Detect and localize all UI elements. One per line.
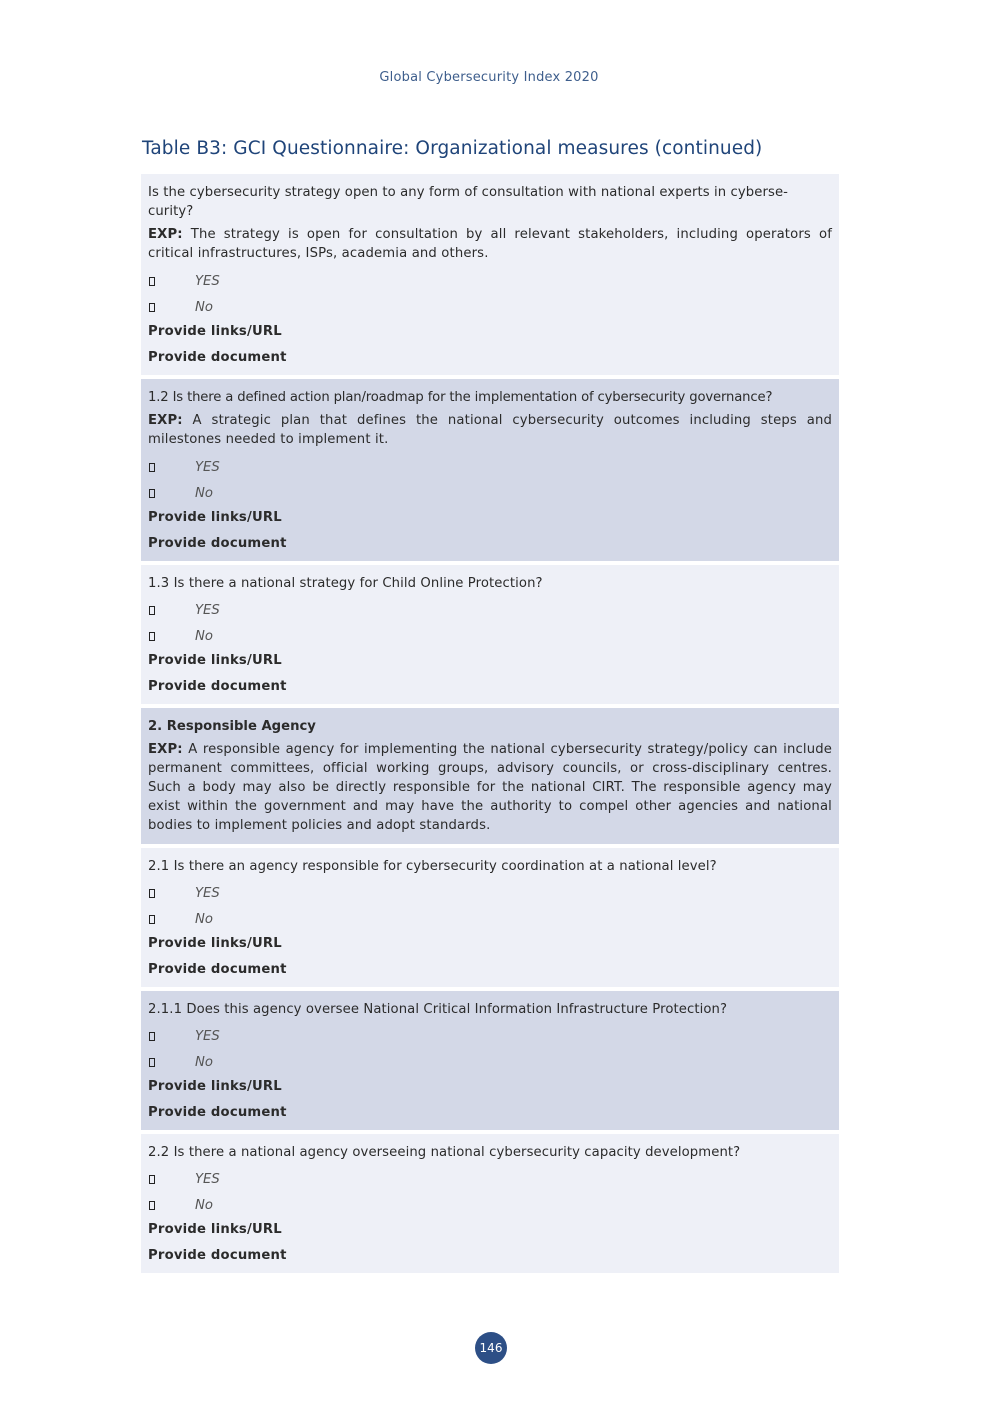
option-no[interactable] [148, 623, 832, 649]
checkbox-icon[interactable] [149, 1175, 155, 1184]
explanation [148, 411, 832, 449]
checkbox-icon[interactable] [149, 632, 155, 641]
section-title: 2. Responsible Agency [148, 719, 316, 734]
option-label: YES [195, 459, 220, 475]
checkbox-icon[interactable] [149, 489, 155, 498]
option-yes[interactable] [148, 1023, 832, 1049]
option-label: YES [195, 602, 220, 618]
option-label: No [195, 911, 213, 927]
option-yes[interactable] [148, 880, 832, 906]
checkbox-icon[interactable] [149, 915, 155, 924]
questionnaire-table [141, 174, 839, 1277]
question-text: 1.3 Is there a national strategy for Child Online Protection? [148, 576, 543, 591]
exp-text: A strategic plan that defines the national cybersecurity outcomes including steps and milestones needed to implement it. [148, 413, 832, 447]
table-title: Table B3: GCI Questionnaire: Organizational measures (continued) [142, 138, 763, 159]
option-label: No [195, 628, 213, 644]
provide-document-field: Provide document [148, 678, 287, 694]
running-header: Global Cybersecurity Index 2020 [379, 70, 599, 85]
option-no[interactable] [148, 1192, 832, 1218]
provide-document-field: Provide document [148, 1104, 287, 1120]
option-no[interactable] [148, 1049, 832, 1075]
option-label: No [195, 299, 213, 315]
question-row [141, 1134, 839, 1273]
option-label: YES [195, 1028, 220, 1044]
option-label: No [195, 1054, 213, 1070]
provide-document-field: Provide document [148, 961, 287, 977]
checkbox-icon[interactable] [149, 463, 155, 472]
provide-links-field: Provide links/URL [148, 653, 282, 668]
option-yes[interactable] [148, 597, 832, 623]
provide-links-field: Provide links/URL [148, 936, 282, 951]
explanation [148, 740, 832, 835]
page-number-badge: 146 [475, 1332, 507, 1364]
checkbox-icon[interactable] [149, 889, 155, 898]
provide-document-field: Provide document [148, 1247, 287, 1263]
question-row [141, 565, 839, 704]
question-text: 2.1 Is there an agency responsible for cybersecurity coordination at a national level? [148, 859, 717, 874]
provide-links-field: Provide links/URL [148, 324, 282, 339]
provide-links-field: Provide links/URL [148, 510, 282, 525]
checkbox-icon[interactable] [149, 1201, 155, 1210]
option-label: No [195, 485, 213, 501]
exp-label: EXP: [148, 413, 183, 428]
option-label: YES [195, 273, 220, 289]
option-yes[interactable] [148, 454, 832, 480]
question-row [141, 379, 839, 561]
question-text: 1.2 Is there a defined action plan/roadmap for the implementation of cybersecurity governance? [148, 390, 773, 405]
option-yes[interactable] [148, 268, 832, 294]
option-no[interactable] [148, 480, 832, 506]
exp-label: EXP: [148, 742, 183, 757]
exp-text: A responsible agency for implementing the national cybersecurity strategy/policy can include permanent committees, official working groups, advisory councils, or cross-disciplinary centres. Such a body may also be directly responsible for the national CIRT. The responsible agency may exist within the government and may have the authority to compel other agencies and national bodies to implement policies and adopt standards. [148, 742, 832, 833]
checkbox-icon[interactable] [149, 606, 155, 615]
checkbox-icon[interactable] [149, 1032, 155, 1041]
exp-label: EXP: [148, 227, 183, 242]
checkbox-icon[interactable] [149, 303, 155, 312]
provide-links-field: Provide links/URL [148, 1222, 282, 1237]
option-no[interactable] [148, 906, 832, 932]
checkbox-icon[interactable] [149, 277, 155, 286]
section-row [141, 708, 839, 844]
option-no[interactable] [148, 294, 832, 320]
question-row [141, 991, 839, 1130]
question-text: 2.1.1 Does this agency oversee National Critical Information Infrastructure Protection? [148, 1002, 728, 1017]
provide-document-field: Provide document [148, 535, 287, 551]
option-yes[interactable] [148, 1166, 832, 1192]
exp-text: The strategy is open for consultation by all relevant stakeholders, including operators of critical infrastructures, ISPs, academia and others. [148, 227, 832, 261]
option-label: No [195, 1197, 213, 1213]
option-label: YES [195, 885, 220, 901]
question-row [141, 848, 839, 987]
question-row [141, 174, 839, 375]
provide-document-field: Provide document [148, 349, 287, 365]
option-label: YES [195, 1171, 220, 1187]
question-text: 2.2 Is there a national agency overseeing national cybersecurity capacity development? [148, 1145, 741, 1160]
question-text: Is the cybersecurity strategy open to any form of consultation with national experts in cyberse-curity? [148, 185, 789, 219]
checkbox-icon[interactable] [149, 1058, 155, 1067]
explanation [148, 225, 832, 263]
provide-links-field: Provide links/URL [148, 1079, 282, 1094]
